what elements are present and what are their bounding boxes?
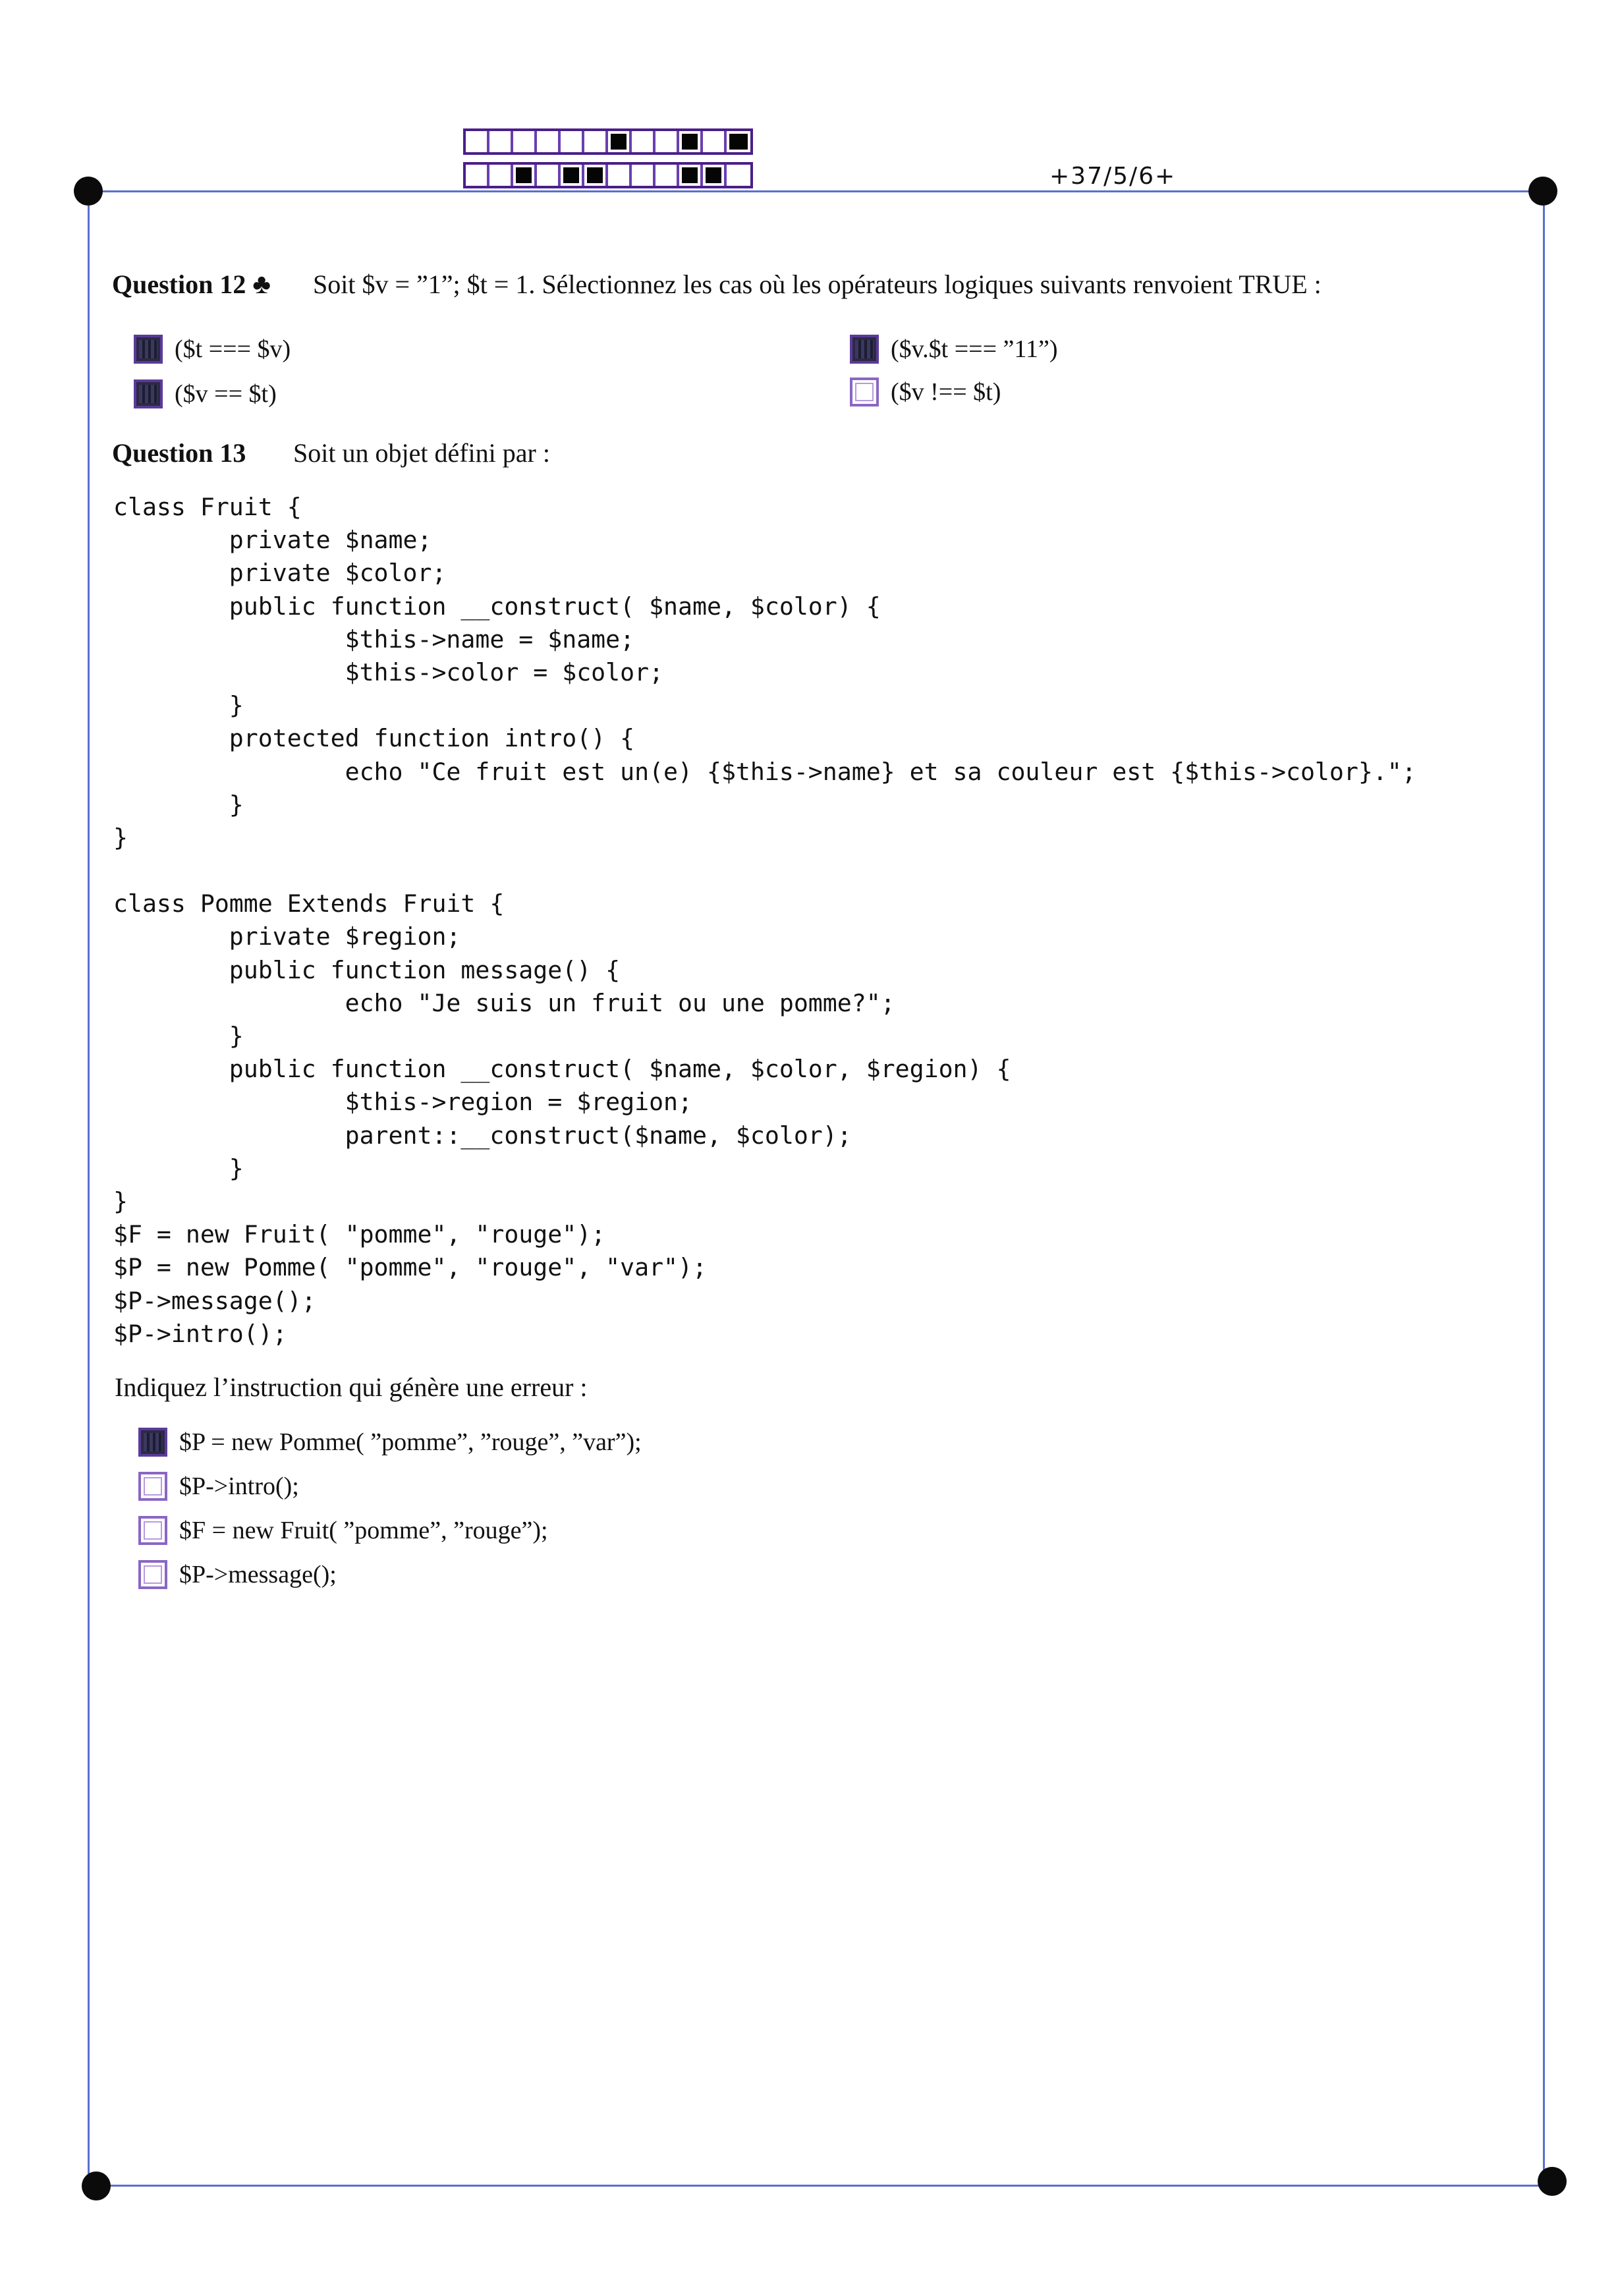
barcode-cell (513, 165, 537, 186)
barcode-cell (537, 131, 561, 152)
code-line: $P->intro(); (113, 1319, 287, 1348)
answer-text: $F = new Fruit( ”pomme”, ”rouge”); (179, 1517, 548, 1544)
frame-bottom-line (96, 2185, 1552, 2187)
answer-text: ($v.$t === ”11”) (891, 335, 1058, 363)
answer-q12-a[interactable] (134, 335, 291, 364)
question-13-instruction: Indiquez l’instruction qui génère une erreur : (115, 1372, 588, 1402)
answer-text: ($t === $v) (175, 335, 291, 363)
question-12-prompt: Soit $v = ”1”; $t = 1. Sélectionnez les cas où les opérateurs logiques suivants renvoient TRUE : (313, 269, 1322, 299)
barcode-cell (679, 165, 703, 186)
answer-q12-c[interactable] (850, 335, 1058, 364)
code-line: echo "Je suis un fruit ou une pomme?"; (113, 988, 895, 1017)
barcode-cell (584, 165, 608, 186)
code-line: $this->color = $color; (113, 658, 664, 686)
barcode-cell (679, 131, 703, 152)
code-line: $P->message(); (113, 1286, 316, 1315)
checkbox[interactable] (138, 1560, 167, 1589)
checkbox[interactable] (134, 379, 163, 408)
answer-q13-a[interactable] (138, 1428, 642, 1457)
question-12-label (112, 269, 271, 300)
barcode-cell (703, 165, 727, 186)
question-12-number: Question 12 (112, 269, 246, 299)
code-line: } (113, 1022, 244, 1050)
code-line: $this->name = $name; (113, 625, 635, 654)
frame-right-line (1543, 191, 1545, 2182)
answer-q13-d[interactable] (138, 1560, 337, 1589)
code-line: } (113, 691, 244, 720)
code-line: public function message() { (113, 955, 621, 984)
barcode-cell (466, 131, 489, 152)
code-line: } (113, 1187, 128, 1216)
barcode-row-1 (463, 128, 753, 155)
code-line: class Pomme Extends Fruit { (113, 889, 505, 918)
corner-marker-bottom-left (82, 2171, 111, 2200)
barcode-cell (632, 131, 656, 152)
code-line: } (113, 1154, 244, 1183)
page-id: +37/5/6+ (1049, 163, 1177, 190)
checkbox[interactable] (134, 335, 163, 364)
corner-marker-bottom-right (1538, 2167, 1567, 2196)
checkbox[interactable] (138, 1472, 167, 1501)
code-line: public function __construct( $name, $color) { (113, 592, 881, 621)
answer-q13-c[interactable] (138, 1516, 548, 1545)
answer-q12-b[interactable] (134, 379, 277, 408)
frame-left-line (88, 191, 90, 2194)
barcode-cell (561, 165, 584, 186)
code-line: class Fruit { (113, 493, 302, 521)
answer-text: $P->intro(); (179, 1472, 299, 1500)
checkbox[interactable] (850, 378, 879, 406)
code-line: parent::__construct($name, $color); (113, 1121, 852, 1150)
checkbox[interactable] (138, 1516, 167, 1545)
answer-text: $P->message(); (179, 1561, 337, 1588)
barcode-cell (513, 131, 537, 152)
corner-marker-top-left (74, 177, 103, 206)
code-line: private $color; (113, 559, 447, 588)
code-line: } (113, 790, 244, 819)
frame-top-line (88, 190, 1544, 192)
code-line (113, 854, 1416, 887)
barcode-cell (703, 131, 727, 152)
barcode-cell (489, 165, 513, 186)
barcode-cell (466, 165, 489, 186)
barcode-cell (727, 165, 750, 186)
answer-text: ($v == $t) (175, 380, 277, 408)
barcode-cell (656, 131, 679, 152)
multiple-answer-symbol: ♣ (252, 269, 271, 300)
code-line: private $name; (113, 526, 432, 555)
barcode-cell (584, 131, 608, 152)
code-line: protected function intro() { (113, 724, 635, 753)
code-block (113, 491, 1416, 1351)
barcode-cell (561, 131, 584, 152)
corner-marker-top-right (1528, 177, 1557, 206)
code-line: private $region; (113, 922, 461, 951)
barcode-cell (608, 131, 632, 152)
checkbox[interactable] (138, 1428, 167, 1457)
answer-text: ($v !== $t) (891, 378, 1001, 406)
code-line: $F = new Fruit( "pomme", "rouge"); (113, 1220, 606, 1249)
code-line: } (113, 823, 128, 852)
answer-q12-d[interactable] (850, 378, 1001, 406)
code-line: $P = new Pomme( "pomme", "rouge", "var"); (113, 1253, 707, 1282)
barcode-cell (656, 165, 679, 186)
answer-text: $P = new Pomme( ”pomme”, ”rouge”, ”var”); (179, 1428, 642, 1456)
barcode-cell (608, 165, 632, 186)
code-line: $this->region = $region; (113, 1088, 692, 1117)
answer-q13-b[interactable] (138, 1472, 299, 1501)
code-line: public function __construct( $name, $color, $region) { (113, 1055, 1011, 1084)
question-13-label: Question 13 (112, 438, 246, 468)
barcode-cell (727, 131, 750, 152)
barcode-row-2 (463, 162, 753, 188)
barcode-cell (632, 165, 656, 186)
barcode-cell (537, 165, 561, 186)
code-line: echo "Ce fruit est un(e) {$this->name} et sa couleur est {$this->color}."; (113, 757, 1416, 786)
checkbox[interactable] (850, 335, 879, 364)
question-13-prompt: Soit un objet défini par : (293, 438, 550, 468)
barcode-cell (489, 131, 513, 152)
